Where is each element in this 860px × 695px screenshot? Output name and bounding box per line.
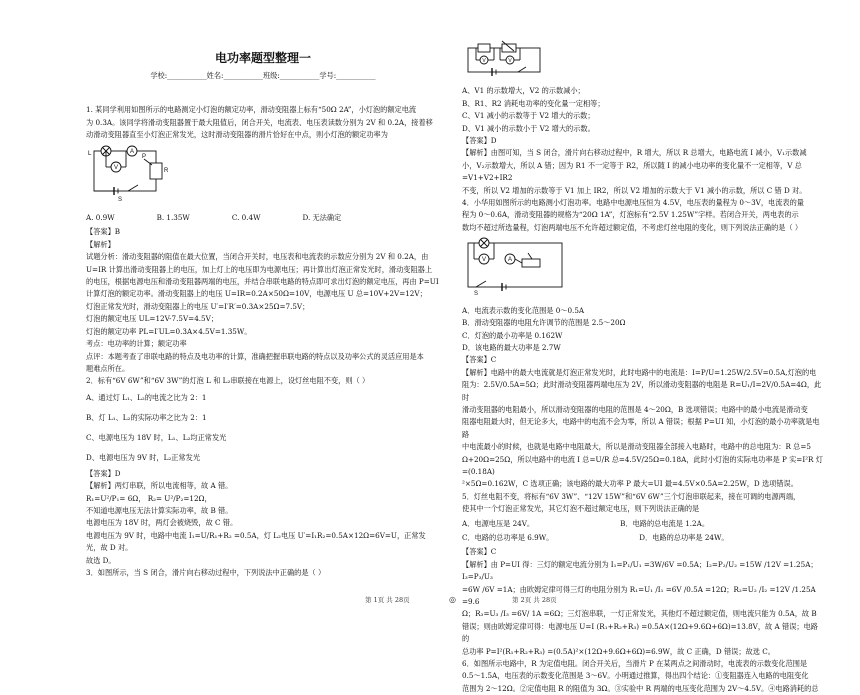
question-1 bbox=[86, 104, 440, 141]
q1-option-b[interactable]: B. 1.35W bbox=[156, 213, 190, 223]
q2-option-c[interactable]: C、电源电压为 18V 时，L₁、L₂均正常发光 bbox=[86, 432, 227, 442]
q5-options-row1 bbox=[462, 518, 824, 530]
svg-text:V: V bbox=[508, 58, 512, 64]
q2-option-b[interactable]: B、灯 L₁、L₂的实际功率之比为 2：1 bbox=[86, 412, 207, 422]
q2-analysis bbox=[86, 480, 440, 567]
analysis-line: R₁=U²/P₁= 6Ω， R₂= U²/P₂=12Ω， bbox=[86, 493, 212, 503]
q5-option-c[interactable]: C．电路的总功率是 6.9W。 bbox=[462, 533, 554, 542]
question-6-line: 0.5～1.5A，电压表的示数变化范围是 3～6V。小明通过推算，得出四个结论：①变阻器连入电路的电阻变化 bbox=[462, 671, 809, 681]
analysis-line: 中电流最小的时候，也就是电路中电阻最大，所以是滑动变阻器全部接入电路时，电路中的总电阻为：R 总=5 bbox=[462, 442, 811, 452]
svg-text:A: A bbox=[129, 148, 135, 155]
svg-text:S: S bbox=[118, 196, 123, 203]
circuit-diagram-q3 bbox=[462, 38, 824, 82]
svg-text:S: S bbox=[474, 291, 479, 298]
right-column bbox=[462, 0, 824, 695]
left-column bbox=[86, 0, 440, 579]
question-5-line: 使其中一个灯泡正常发光，其它灯泡不超过额定电压，则下列说法正确的是 bbox=[462, 504, 700, 514]
q1-analysis-heading: 【解析】 bbox=[86, 239, 115, 249]
q1-answer: 【答案】B bbox=[86, 227, 121, 237]
q5-options-row2 bbox=[462, 532, 824, 544]
q3-analysis bbox=[462, 147, 824, 197]
analysis-line: Ω+20Ω=25Ω，所以电路中的电流 I 总=U/R 总=4.5V/25Ω=0.18A，此时小灯泡的实际电功率是 P 实=I²R 灯=(0.18A) bbox=[462, 454, 823, 476]
analysis-line: 故选 D。 bbox=[86, 555, 116, 565]
svg-text:A: A bbox=[507, 257, 513, 264]
svg-text:L: L bbox=[88, 150, 92, 157]
analysis-line: 总功率 P=I²(R₁+R₂+R₃) =(0.5A)²×(12Ω+9.6Ω+6Ω)=6.9W，故 C 正确，D 错误；故选 C。 bbox=[462, 646, 775, 656]
q4-option-b[interactable]: B．滑动变阻器的电阻允许调节的范围是 2.5～20Ω bbox=[462, 318, 626, 328]
analysis-line: 滑动变阻器的电阻最小，所以滑动变阻器的电阻的范围是 4～20Ω，B 选项错误；电路中的最小电流是滑动变 bbox=[462, 404, 808, 414]
q1-option-d[interactable]: D. 无法确定 bbox=[302, 213, 342, 223]
q4-option-d[interactable]: D．该电路的最大功率是 2.7W bbox=[462, 342, 561, 352]
column-divider bbox=[451, 0, 452, 608]
analysis-line: 不变，所以 V2 增加的示数等于 V1 加上 IR2，所以 V2 增加的示数大于 V1 减小的示数，所以 C 错 D 对。 bbox=[462, 185, 807, 195]
question-4-line: 4．小华用如图所示的电路测小灯泡功率。电路中电源电压恒为 4.5V，电压表的量程为 0～3V，电流表的量 bbox=[462, 198, 804, 208]
analysis-line: 【解析】由 P=UI 得：三灯的额定电流分别为 I₁=P₁/U₁ =3W/6V =0.5A；I₂=P₂/U₂ =15W /12V =1.25A；I₃=P₃/U₃ bbox=[462, 559, 818, 582]
document-title: 电功率题型整理一 bbox=[214, 51, 311, 65]
analysis-line: 灯泡的额定电压 UL=12V-7.5V=4.5V； bbox=[86, 314, 219, 324]
q4-option-a[interactable]: A．电流表示数的变化范围是 0～0.5A bbox=[462, 305, 585, 315]
svg-text:V: V bbox=[113, 164, 119, 171]
question-6 bbox=[462, 658, 824, 695]
analysis-line: ²×5Ω=0.162W，C 选项正确；该电路的最大功率 P 最大=UI 最=4.5V×0.5A=2.25W，D 选项错误。 bbox=[462, 479, 798, 489]
question-5 bbox=[462, 491, 824, 516]
svg-text:V: V bbox=[481, 257, 487, 264]
page-number-left: 第 1页 共 28页 bbox=[365, 596, 410, 604]
analysis-line: 的电压，根据电源电压和滑动变阻器两端的电压，并结合串联电路的特点即可求出灯泡的额定电压，再由 P=UI bbox=[86, 277, 439, 287]
question-4-line: 数均不超过所选量程，灯泡两端电压不允许超过额定值，不考虑灯丝电阻的变化，则下列说法正确的是（ ） bbox=[462, 222, 803, 232]
question-5-line: 5．灯丝电阻不变，将标有“6V 3W”、“12V 15W”和“6V 6W”三个灯泡串联起来，接在可调的电源两端， bbox=[462, 491, 801, 501]
question-4-options bbox=[462, 305, 824, 355]
page-number-right: 第 2页 共 28页 bbox=[512, 596, 557, 604]
q3-answer: 【答案】D bbox=[462, 136, 497, 146]
analysis-line: 【解析】由图可知，当 S 闭合，滑片向右移动过程中，R 增大，所以 R 总增大，电路电流 I 减小，V₁示数减 bbox=[462, 148, 807, 158]
q3-option-d[interactable]: D、V1 减小的示数小于 V2 增大的示数。 bbox=[462, 123, 595, 133]
q5-analysis bbox=[462, 559, 824, 658]
analysis-line: 点评：本题考查了串联电路的特点及电功率的计算，准确把握串联电路的特点以及功率公式的灵活应用是本 bbox=[86, 351, 424, 361]
analysis-line: 【解析】两灯串联，所以电流相等，故 A 错。 bbox=[86, 481, 233, 491]
q4-option-c[interactable]: C．灯泡的最小功率是 0.162W bbox=[462, 330, 563, 340]
analysis-line: Ω；R₃=U₃ /I₃ =6V/ 1A =6Ω；三灯泡串联，一灯正常发光，其他灯不超过额定值，则电流只能为 0.5A，故 B bbox=[462, 609, 817, 619]
analysis-line: =6W /6V =1A；由欧姆定律可得三灯的电阻分别为 R₁=U₁ /I₁ =6V /0.5A =12Ω；R₂=U₂ /I₂ =12V /1.25A =9.6 bbox=[462, 584, 816, 607]
analysis-line: 阻为：2.5V/0.5A=5Ω；此时滑动变阻器两端电压为 2V，所以滑动变阻器的电阻是 R=U₁/I=2V/0.5A=4Ω，此时 bbox=[462, 380, 822, 402]
analysis-line: 电源电压为 18V 时，两灯会被烧毁，故 C 错。 bbox=[86, 518, 238, 528]
question-1-line: 1. 某同学利用如图所示的电路测定小灯泡的额定功率，滑动变阻器上标有“50Ω 2A”，小灯泡的额定电流 bbox=[86, 105, 417, 115]
svg-text:R: R bbox=[164, 167, 169, 174]
analysis-line: 考点：电功率的计算；额定功率 bbox=[86, 339, 187, 349]
circuit-diagram-q1 bbox=[86, 145, 440, 209]
question-2: 2．标有“6V 6W”和“6V 3W”的灯泡 L 和 L₂串联接在电源上，设灯丝电阻不变，则（ ） bbox=[86, 376, 370, 386]
analysis-line: 计算灯泡的额定功率。滑动变阻器上的电压 U=IR=0.2A×50Ω=10V，电源电压 U 总=10V+2V=12V； bbox=[86, 289, 427, 299]
analysis-line: 【解析】电路中的最大电流就是灯泡正常发光时，此时电路中的电流是：I=P/U=1.25W/2.5V=0.5A,灯泡的电 bbox=[462, 367, 817, 377]
svg-text:P: P bbox=[142, 153, 147, 160]
q3-option-b[interactable]: B、R1、R2 消耗电功率的变化量一定相等； bbox=[462, 98, 605, 108]
circuit-diagram-q4 bbox=[462, 237, 824, 301]
student-info-line: 学校:___________姓名:___________班级:___________学号:___________ bbox=[150, 71, 376, 80]
question-6-line: 范围为 2～12Ω。②定值电阻 R 的阻值为 3Ω。③实验中 R 两端的电压变化范围为 2V～4.5V。④电路消耗的总 bbox=[462, 683, 819, 693]
analysis-line: 小，V₂示数增大，所以 A 错；因为 R1 不一定等于 R2，所以随 I 的减小电功率的变化量不一定相等，V 总=V1+V2+IR2 bbox=[462, 160, 802, 183]
question-1-line: 为 0.3A。该同学将滑动变阻器置于最大阻值后，闭合开关，电流表、电压表读数分别为 2V 和 0.2A，接着移 bbox=[86, 117, 433, 127]
analysis-line: 试题分析：滑动变阻器的阻值在最大位置，当闭合开关时，电压表和电流表的示数应分别为 2V 和 0.2A，由 bbox=[86, 252, 429, 262]
q1-option-c[interactable]: C. 0.4W bbox=[231, 213, 261, 223]
analysis-line: 阻器电阻最大时，但无论多大，电路中的电流不会为零，所以 A 错误；根据 P=UI 知，小灯泡的最小功率就是电路 bbox=[462, 417, 820, 439]
q4-analysis bbox=[462, 367, 824, 491]
analysis-line: 灯泡的额定功率 PL=I′UL=0.3A×4.5V=1.35W。 bbox=[86, 326, 252, 336]
q4-answer: 【答案】C bbox=[462, 355, 497, 365]
question-4-line: 程为 0～0.6A，滑动变阻器的规格为“20Ω 1A”，灯泡标有“2.5V 1.25W”字样。若闭合开关，两电表的示 bbox=[462, 210, 799, 220]
analysis-line: 错误；则由欧姆定律可得：电源电压 U=I (R₁+R₂+R₃) =0.5A×(12Ω+9.6Ω+6Ω)=13.8V，故 A 错误；电路的 bbox=[462, 621, 818, 644]
question-4 bbox=[462, 197, 824, 234]
q1-option-a[interactable]: A. 0.9W bbox=[86, 213, 115, 223]
q5-option-d[interactable]: D．电路的总功率是 24W。 bbox=[639, 533, 729, 542]
q2-option-d[interactable]: D、电源电压为 9V 时，L₂正常发光 bbox=[86, 452, 201, 462]
analysis-line: 不知道电源电压无法计算实际功率，故 B 错。 bbox=[86, 505, 233, 515]
svg-text:V: V bbox=[482, 58, 486, 64]
q1-analysis bbox=[86, 251, 440, 375]
question-3-options bbox=[462, 85, 824, 135]
analysis-line: 灯泡正常发光时，滑动变阻器上的电压 U′=I′R′=0.3A×25Ω=7.5V； bbox=[86, 301, 310, 311]
page-divider-dot: ◎ bbox=[449, 595, 456, 604]
question-1-line: 动滑动变阻器直至小灯泡正常发光，这时滑动变阻器的滑片恰好在中点，则小灯泡的额定功率为 bbox=[86, 130, 388, 140]
q3-option-c[interactable]: C、V1 减小的示数等于 V2 增大的示数； bbox=[462, 111, 595, 121]
q2-answer: 【答案】D bbox=[86, 468, 121, 478]
q2-option-a[interactable]: A、通过灯 L₁、L₂的电流之比为 2：1 bbox=[86, 392, 207, 402]
question-1-options bbox=[86, 212, 440, 224]
question-3: 3．如图所示，当 S 闭合，滑片向右移动过程中，下列说法中正确的是（ ） bbox=[86, 567, 326, 577]
q3-option-a[interactable]: A、V1 的示数增大，V2 的示数减小； bbox=[462, 86, 585, 96]
analysis-line: U=IR 计算出滑动变阻器上的电压，加上灯上的电压即为电源电压；再计算出灯泡正常发光时，滑动变阻器上 bbox=[86, 264, 433, 274]
q5-answer: 【答案】C bbox=[462, 547, 497, 557]
analysis-line: 电源电压为 9V 时，电路中电流 I₁=U/R₁+R₂ =0.5A，灯 L₂电压 U′=I₁R₂=0.5A×12Ω=6V=U，正常发光，故 D 对。 bbox=[86, 530, 426, 553]
q5-option-b[interactable]: B．电路的总电流是 1.2A。 bbox=[620, 518, 710, 528]
q5-option-a[interactable]: A．电源电压是 24V。 bbox=[462, 518, 535, 528]
question-6-line: 6．如图所示电路中，R 为定值电阻。闭合开关后，当滑片 P 在某两点之间滑动时，电流表的示数变化范围是 bbox=[462, 659, 808, 669]
analysis-line: 题难点所在。 bbox=[86, 363, 130, 373]
